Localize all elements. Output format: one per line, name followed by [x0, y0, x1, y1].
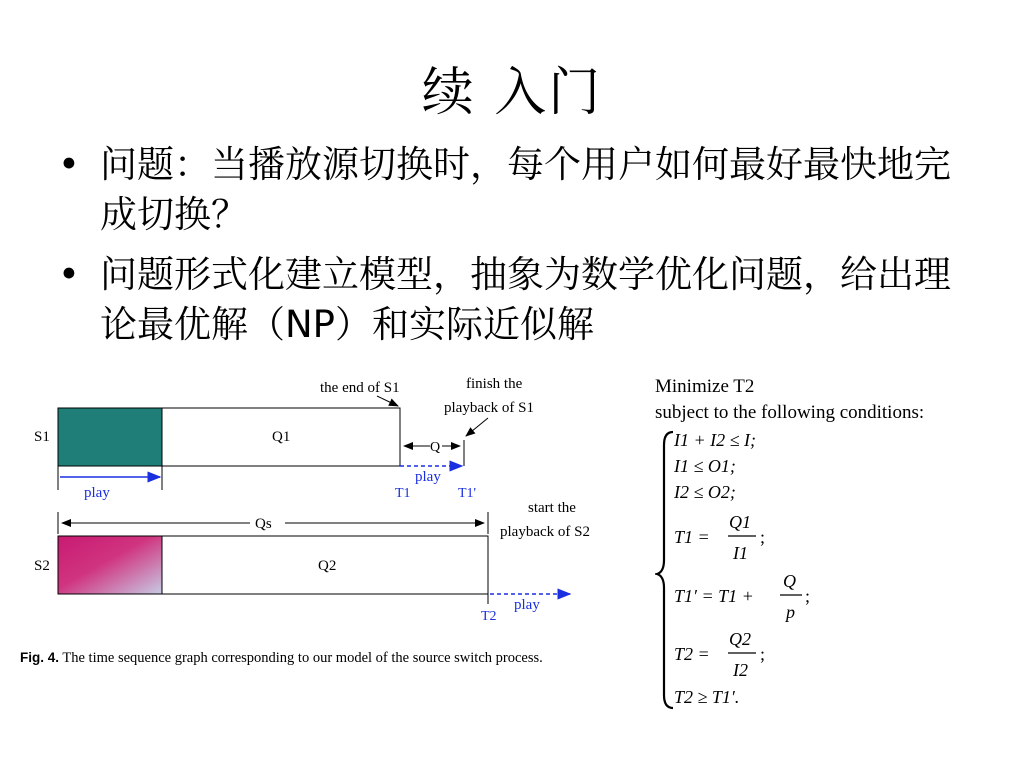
condition-6-num: Q2 [729, 629, 751, 649]
t1-label: T1 [395, 486, 411, 501]
condition-7: T2 ≥ T1′. [674, 687, 740, 707]
caption-text: The time sequence graph corresponding to our model of the source switch process. [62, 650, 543, 666]
condition-5-num: Q [783, 571, 796, 591]
bullet-text: 问题：当播放源切换时，每个用户如何最好最快地完成切换？ [100, 143, 951, 236]
s2-label: S2 [34, 558, 50, 574]
condition-6-lhs: T2 = [674, 644, 710, 664]
bullet-item [58, 140, 958, 240]
bullet-dot: • [58, 143, 80, 186]
figure-caption [20, 648, 650, 668]
optimization-conditions [655, 372, 1015, 717]
bullet-dot: • [58, 253, 80, 296]
svg-text:;: ; [760, 527, 766, 547]
s1-label: S1 [34, 429, 50, 445]
q1-label: Q1 [272, 429, 291, 445]
end-s1-label: the end of S1 [320, 380, 400, 396]
svg-text:;: ; [760, 644, 766, 664]
q-label: Q [430, 440, 441, 455]
qs-label: Qs [255, 516, 272, 532]
condition-1: I1 + I2 ≤ I; [674, 430, 757, 450]
condition-4-num: Q1 [729, 512, 751, 532]
left-brace [657, 432, 673, 708]
t1p-label: T1' [458, 486, 477, 501]
time-sequence-figure [0, 368, 650, 648]
finish-label-1: finish the [466, 376, 523, 392]
bullet-list [58, 140, 958, 360]
s2-play-block [58, 536, 162, 594]
condition-4-den: I1 [733, 543, 748, 563]
condition-2: I1 ≤ O1; [674, 456, 736, 476]
play-label-3: play [514, 597, 540, 613]
s1-play-block [58, 408, 162, 466]
q2-label: Q2 [318, 558, 337, 574]
condition-3: I2 ≤ O2; [674, 482, 736, 502]
condition-4-lhs: T1 = [674, 527, 710, 547]
bullet-text: 问题形式化建立模型，抽象为数学优化问题，给出理论最优解（NP）和实际近似解 [100, 253, 951, 346]
slide-title: 续 入门 [421, 63, 603, 123]
play-label-1: play [84, 485, 110, 501]
subject-line: subject to the following conditions: [655, 402, 925, 423]
caption-label: Fig. 4. [20, 650, 60, 665]
svg-text:;: ; [805, 586, 811, 606]
finish-label-2: playback of S1 [444, 400, 534, 416]
start-label-1: start the [528, 500, 576, 516]
bullet-item [58, 250, 958, 350]
start-label-2: playback of S2 [500, 524, 590, 540]
condition-5-den: p [786, 602, 795, 622]
minimize-line: Minimize T2 [655, 376, 755, 397]
condition-6-den: I2 [733, 660, 748, 680]
play-label-2: play [415, 469, 441, 485]
condition-5-lhs: T1′ = T1 + [674, 586, 754, 606]
t2-label: T2 [481, 609, 497, 624]
